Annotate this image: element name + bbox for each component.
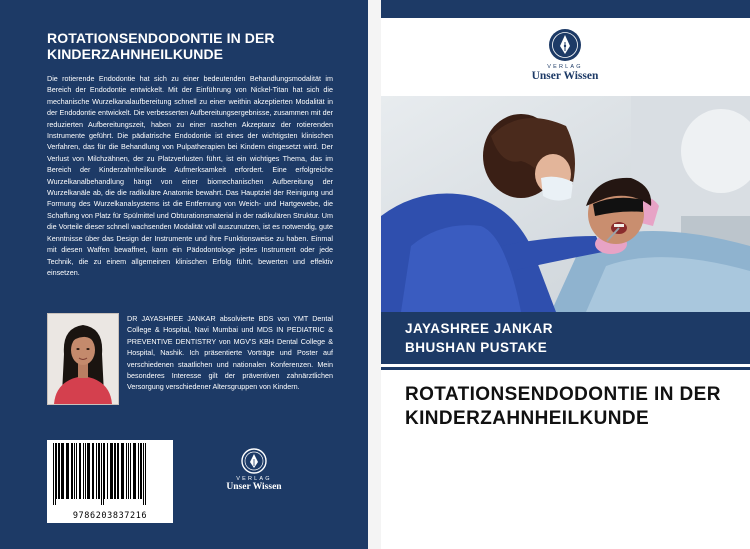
- author-photo: [47, 313, 119, 405]
- title-divider-rule: [381, 367, 750, 370]
- front-top-bar: [381, 0, 750, 18]
- publisher-name: Unser Wissen: [226, 482, 282, 492]
- isbn-barcode: [47, 440, 173, 523]
- front-cover: [381, 0, 750, 549]
- back-cover-title: ROTATIONSENDODONTIE IN DER KINDERZAHNHEILKUNDE: [47, 30, 275, 62]
- publisher-verlag-label: VERLAG: [236, 476, 272, 482]
- publisher-name: Unser Wissen: [531, 70, 599, 82]
- back-cover-description: Die rotierende Endodontie hat sich zu einer bedeutenden Behandlungsmodalität im Bereich der Endodontie entwickelt. Mit der Einführung von Nickel-Titan hat sich die mechanische Wurzelkanalaufbereitung schnell zu einer weithin akzeptierten Modalität in der Endodontie entwickelt. Die verbesserten Aufbereitungsergebnisse, zusammen mit der reduzierten Aufbereitungszeit, haben zu einer raschen Akzeptanz der rotierenden Instrumente geführt. Die pädiatrische Endodontie ist eines der wichtigsten klinischen Verfahren, das für die Behandlung von Pulpatherapien bei Kindern eingesetzt wird. Der Verlust von Milchzähnen, der zu Platzverlusten führt, ist ein wichtiges Thema, das im Bereich der Kinderzahnheilkunde Aufmerksamkeit erfordert. Eine erfolgreiche Wurzelkanalbehandlung hängt von einer biomechanischen Aufbereitung der Wurzelkanäle ab, die die radikuläre Anatomie bewahrt. Das Hauptziel der Reinigung und Formung des Wurzelkanalsystems ist die Entfernung von Weich- und Hartgewebe, die Schaffung von Platz für Spülmittel und Obturationsmaterial in der radikulären Struktur. Um die Vorteile dieser schnell wachsenden Modalität voll auszunutzen, ist es notwendig, gute Kenntnisse über das Design der Instrumente und ihre Funktionsweise zu haben. Einmal mit diesen Waffen bewaffnet, kann ein Pädodontologe jedes Instrument oder jede Technik, die zu einem allgemeinen klinischen Erfolg führt, bewerten und effektiv einsetzen.: [47, 74, 333, 277]
- book-spine: [368, 0, 381, 549]
- front-cover-title: ROTATIONSENDODONTIE IN DER KINDERZAHNHEILKUNDE: [405, 384, 721, 429]
- front-publisher-logo: [510, 28, 620, 82]
- pen-nib-emblem-icon: [241, 448, 267, 474]
- back-cover: [0, 0, 368, 549]
- author-band: [381, 312, 750, 364]
- author-portrait-image: [48, 314, 118, 404]
- author-name-1: JAYASHREE JANKAR: [405, 321, 554, 336]
- dentist-child-illustration: [381, 96, 750, 312]
- back-publisher-logo: [206, 448, 302, 492]
- author-name-2: BHUSHAN PUSTAKE: [405, 340, 548, 355]
- publisher-verlag-label: VERLAG: [547, 64, 583, 70]
- cover-photo-dental-treatment: [381, 96, 750, 312]
- barcode-bars: [47, 440, 173, 512]
- pen-nib-emblem-icon: [548, 28, 582, 62]
- author-bio: DR JAYASHREE JANKAR absolvierte BDS von YMT Dental College & Hospital, Navi Mumbai und MDS IN PEDIATRIC & PREVENTIVE DENTISTRY von MGV'S KBH Dental College & Hospital, Nashik. Ich präsentierte Vorträge und Poster auf verschiedenen staatlichen und nationalen Konferenzen. Mein besonderes Interesse gilt der präventiven zahnärztlichen Versorgung verschiedener Altersgruppen von Kindern.: [127, 314, 333, 392]
- isbn-number: 9786203837216: [72, 511, 148, 521]
